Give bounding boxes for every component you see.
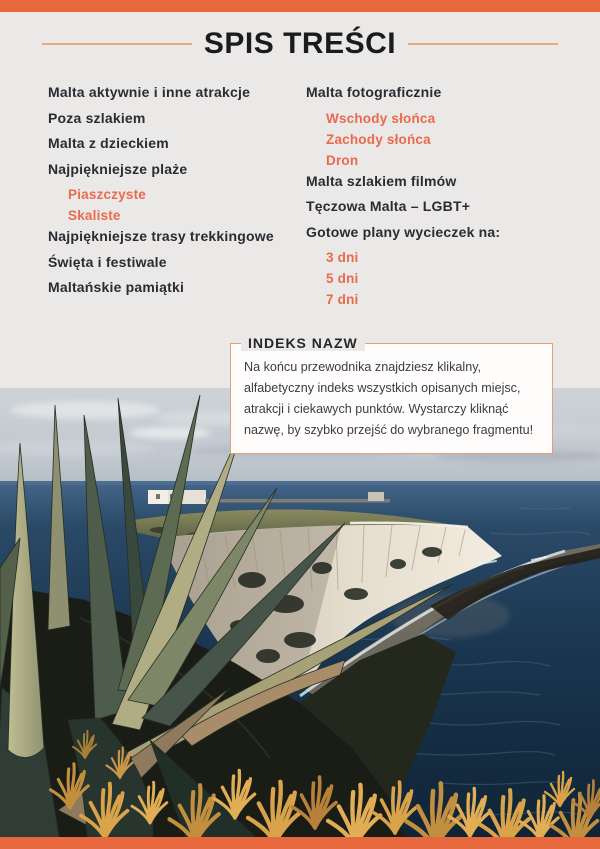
toc-item[interactable]: Święta i festiwale: [48, 253, 167, 270]
top-accent-bar: [0, 0, 600, 12]
toc-item[interactable]: Malta szlakiem filmów: [306, 172, 457, 189]
index-box-body: Na końcu przewodnika znajdziesz klikalny, alfabetyczny indeks wszystkich opisanych miejsc, atrakcji i ciekawych punktów. Wystarczy kliknąć nazwę, by szybko przejść do wybranego fragmentu!: [244, 360, 534, 437]
title-divider-left: [42, 43, 192, 45]
toc-item[interactable]: Malta fotograficznie: [306, 84, 442, 100]
toc-item[interactable]: Poza szlakiem: [48, 109, 146, 126]
cover-photo: [0, 388, 600, 849]
toc-item[interactable]: 5 dni: [326, 271, 359, 286]
toc-item[interactable]: Maltańskie pamiątki: [48, 279, 185, 295]
toc-item[interactable]: Dron: [326, 152, 359, 168]
toc-item[interactable]: Gotowe plany wycieczek na:: [306, 223, 501, 240]
cliff-coast-illustration: [0, 388, 600, 849]
toc-item[interactable]: 3 dni: [326, 250, 359, 265]
toc-item[interactable]: Piaszczyste: [68, 187, 146, 202]
bottom-accent-bar: [0, 837, 600, 849]
toc-item[interactable]: Tęczowa Malta – LGBT+: [306, 198, 471, 214]
page-title: SPIS TREŚCI: [203, 27, 397, 60]
title-divider-right: [408, 43, 558, 45]
toc-item[interactable]: Wschody słońca: [326, 110, 436, 126]
toc-column-left: [48, 85, 298, 306]
index-box-title: INDEKS NAZW: [241, 335, 365, 351]
toc-item[interactable]: Zachody słońca: [326, 131, 431, 147]
toc-item[interactable]: Najpiękniejsze trasy trekkingowe: [48, 228, 274, 244]
toc-item[interactable]: Najpiękniejsze plaże: [48, 160, 188, 177]
toc-item[interactable]: Malta aktywnie i inne atrakcje: [48, 84, 251, 100]
toc-item[interactable]: Skaliste: [68, 208, 121, 223]
page-header: [0, 27, 600, 61]
toc-column-right: [306, 85, 566, 313]
toc-item[interactable]: Malta z dzieckiem: [48, 135, 169, 151]
toc-item[interactable]: 7 dni: [326, 292, 359, 307]
index-names-box: [230, 335, 553, 454]
